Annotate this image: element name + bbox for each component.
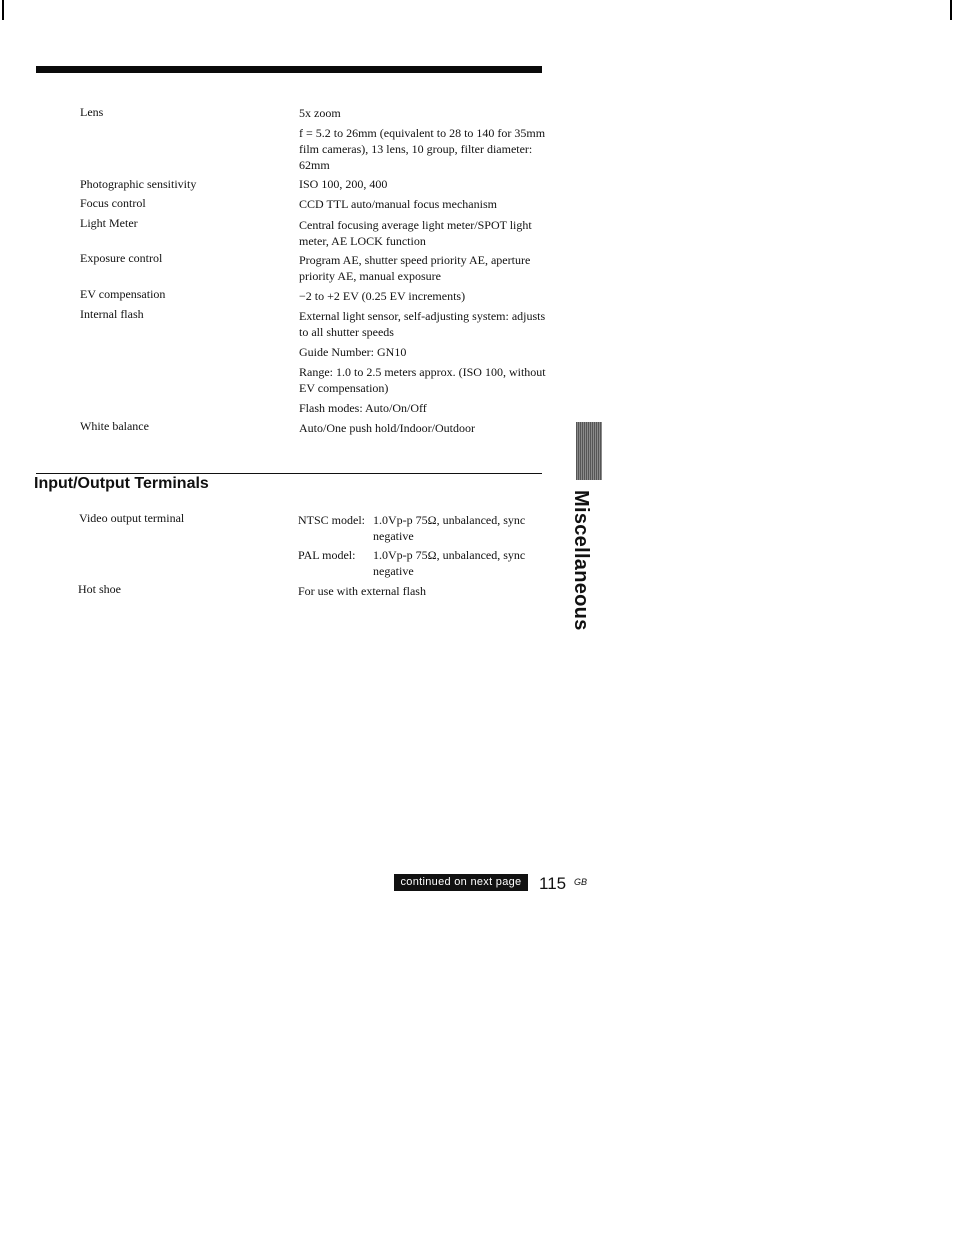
side-tab-marker <box>576 422 602 480</box>
page-number: 115 <box>539 874 567 893</box>
io-label-ntsc: NTSC model: <box>298 513 366 527</box>
page-region-code: GB <box>574 877 588 887</box>
right-edge-mark <box>950 0 952 20</box>
spec-label-light-meter: Light Meter <box>80 216 138 230</box>
spec-value-flash-guide: Guide Number: GN10 <box>299 345 407 359</box>
io-label-hotshoe: Hot shoe <box>78 582 121 596</box>
section-rule <box>36 473 542 474</box>
spec-label-exposure: Exposure control <box>80 251 163 265</box>
io-value-ntsc: 1.0Vp-p 75Ω, unbalanced, sync negative <box>373 513 526 543</box>
io-label-video: Video output terminal <box>79 511 185 525</box>
spec-value-lens-zoom: 5x zoom <box>299 106 341 120</box>
section-title: Input/Output Terminals <box>34 475 209 492</box>
spec-value-ev: −2 to +2 EV (0.25 EV increments) <box>299 289 466 303</box>
side-tab-label: Miscellaneous <box>570 490 592 631</box>
io-value-hotshoe: For use with external flash <box>298 584 426 598</box>
spec-value-light-meter: Central focusing average light meter/SPOT light meter, AE LOCK function <box>299 218 532 248</box>
spec-label-flash: Internal flash <box>80 307 144 321</box>
spec-value-white-balance: Auto/One push hold/Indoor/Outdoor <box>299 421 475 435</box>
spec-value-flash-sensor: External light sensor, self-adjusting system: adjusts to all shutter speeds <box>299 309 546 339</box>
spec-label-lens: Lens <box>80 105 104 119</box>
top-rule <box>36 66 542 73</box>
spec-value-exposure: Program AE, shutter speed priority AE, aperture priority AE, manual exposure <box>299 253 531 283</box>
left-edge-mark <box>2 0 4 20</box>
spec-label-focus: Focus control <box>80 196 146 210</box>
spec-value-sensitivity: ISO 100, 200, 400 <box>299 177 388 191</box>
spec-label-sensitivity: Photographic sensitivity <box>80 177 197 191</box>
spec-label-ev: EV compensation <box>80 287 166 301</box>
spec-value-flash-modes: Flash modes: Auto/On/Off <box>299 401 427 415</box>
spec-value-focus: CCD TTL auto/manual focus mechanism <box>299 197 497 211</box>
io-value-pal: 1.0Vp-p 75Ω, unbalanced, sync negative <box>373 548 526 578</box>
spec-value-lens-focal: f = 5.2 to 26mm (equivalent to 28 to 140 for 35mm film cameras), 13 lens, 10 group, filter diameter: 62mm <box>299 126 546 172</box>
continued-banner: continued on next page <box>394 874 528 891</box>
spec-label-white-balance: White balance <box>80 419 149 433</box>
io-label-pal: PAL model: <box>298 548 356 562</box>
spec-value-flash-range: Range: 1.0 to 2.5 meters approx. (ISO 100, without EV compensation) <box>299 365 546 395</box>
